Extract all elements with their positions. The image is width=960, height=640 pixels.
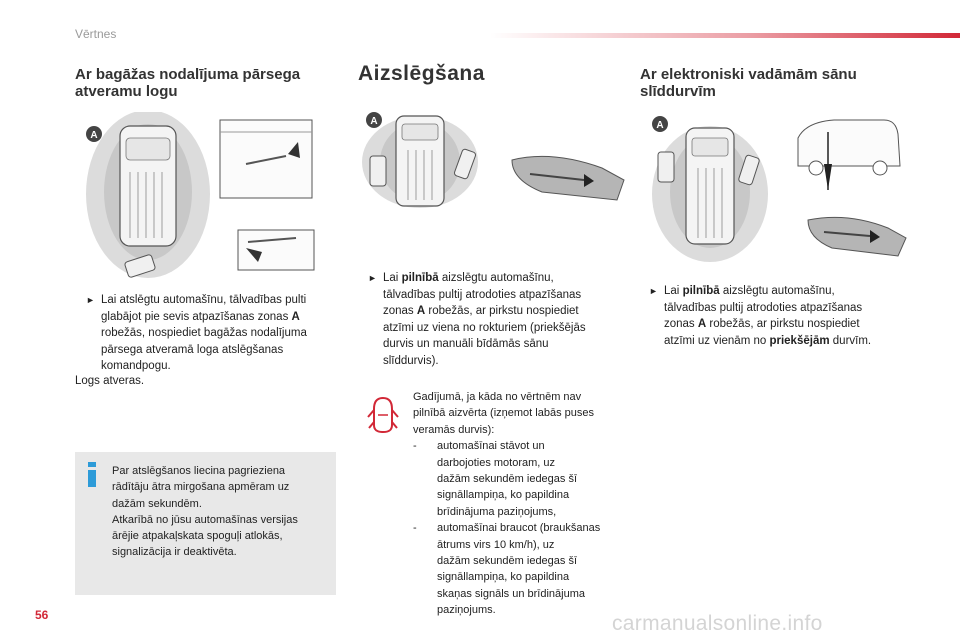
sliding-door-illustration (648, 112, 910, 262)
svg-text:A: A (656, 120, 664, 131)
bullet-marker-icon: ► (368, 273, 377, 283)
warning-item-driving: - automašīnai braucot (braukšanas ātrums virs 10 km/h), uz dažām sekundēm iedegas šī signāllampiņa, ko papildina skaņas signāls un brīdinājuma paziņojums. (413, 522, 601, 617)
col3-title: Ar elektroniski vadāmām sānu slīddurvīm (640, 66, 857, 100)
header-accent-rule (490, 33, 960, 38)
watermark: carmanualsonline.info (612, 612, 823, 635)
col1-after-text: Logs atveras. (75, 375, 145, 387)
warning-text: Gadījumā, ja kāda no vērtnēm nav pilnībā aizvērta (izņemot labās puses veramās durvis): - automašīnai stāvot un darbojoties motoram, uz dažām sekundēm iedegas šī signāllampiņa, ko papildina brīdinājuma paziņojums, - automašīnai braucot (braukšanas ātrums virs 10 km/h), uz dažām sekundēm iedegas šī signāllampiņa, ko papildina skaņas signāls un brīdinājuma paziņojums. (413, 389, 628, 619)
col2-bullet: ► Lai pilnībā aizslēgtu automašīnu, tālvadības pultij atrodoties atpazīšanas zonas A robežās, ar pirkstu nospiediet atzīmi uz viena no rokturiem (priekšējās durvis un manuāli bīdāmās sānu slīddurvis). (368, 272, 586, 367)
col3-bullet: ► Lai pilnībā aizslēgtu automašīnu, tālvadības pultij atrodoties atpazīšanas zonas A robežās, ar pirkstu nospiediet atzīmi uz vienām no priekšējām durvīm. (649, 285, 872, 347)
door-open-warning-icon (366, 395, 400, 435)
info-text: Par atslēgšanos liecina pagrieziena rādītāju ātra mirgošana apmēram uz dažām sekundēm. Atkarībā no jūsu automašīnas versijas ārējie atpakaļskata spoguļi atlokās, signalizācija ir deaktivēta. (112, 465, 298, 559)
col1-bullet: ► Lai atslēgtu automašīnu, tālvadības pulti glabājot pie sevis atpazīšanas zonas A robežās, nospiediet bagāžas nodalījuma pārsega atveramā loga atslēgšanas komandpogu. (86, 294, 307, 372)
page-number: 56 (35, 608, 49, 622)
bullet-marker-icon: ► (649, 286, 658, 296)
door-handle-locking-illustration (362, 110, 632, 210)
svg-text:A: A (90, 130, 98, 141)
col1-title: Ar bagāžas nodalījuma pārsega atveramu logu (75, 66, 301, 100)
info-icon (88, 462, 96, 487)
locking-title: Aizslēgšana (358, 62, 485, 85)
info-box (75, 452, 336, 595)
svg-text:A: A (370, 116, 378, 127)
bullet-marker-icon: ► (86, 295, 95, 305)
tailgate-window-illustration (86, 112, 326, 282)
section-label: Vērtnes (75, 27, 117, 41)
warning-item-stationary: - automašīnai stāvot un darbojoties motoram, uz dažām sekundēm iedegas šī signāllampiņa, ko papildina brīdinājuma paziņojums, (413, 440, 578, 518)
